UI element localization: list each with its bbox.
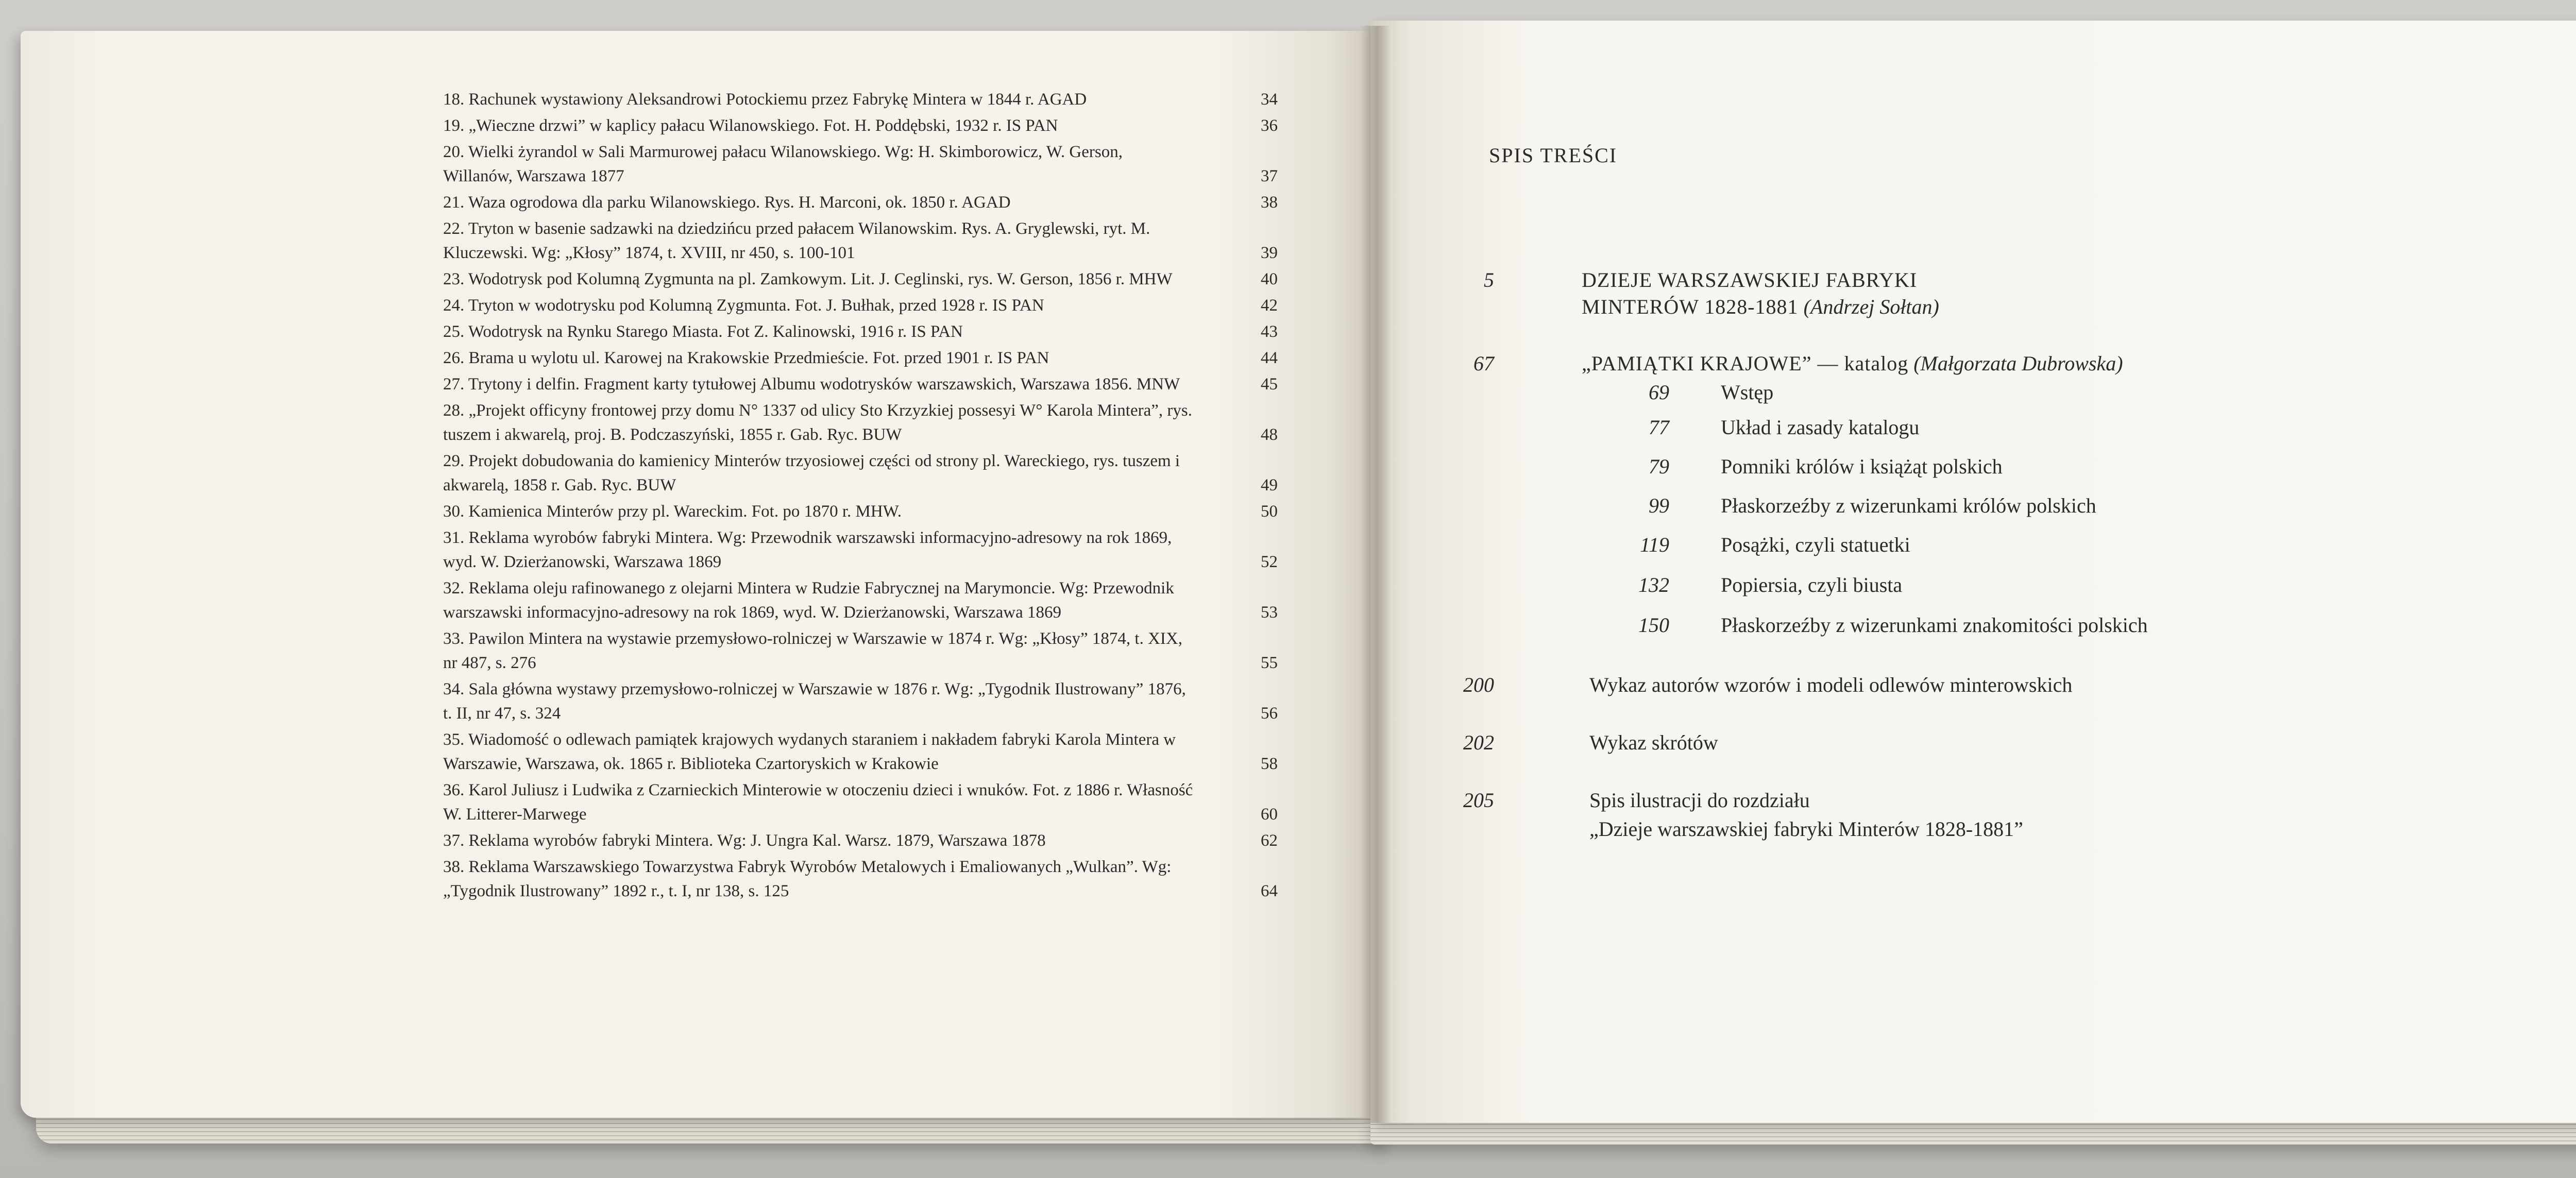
toc-title: Wykaz autorów wzorów i modeli odlewów minterowskich: [1589, 673, 2073, 696]
right-page: [1370, 21, 2576, 1123]
toc-page-number: 150: [1638, 613, 1669, 637]
illustration-entry: [443, 372, 1278, 397]
illustration-caption: 20. Wielki żyrandol w Sali Marmurowej pałacu Wilanowskiego. Wg: H. Skimborowicz, W. Gerson, Willanów, Warszawa 1877: [443, 143, 1123, 185]
illustration-entry: [443, 88, 1278, 112]
illustration-entry: [443, 399, 1278, 447]
illustration-page-number: 52: [1261, 553, 1278, 571]
toc-title-line1: DZIEJE WARSZAWSKIEJ FABRYKI: [1582, 268, 1918, 292]
illustration-entry: [443, 294, 1278, 318]
toc-title: Wstęp: [1721, 381, 1774, 404]
illustration-caption: 30. Kamienica Minterów przy pl. Wareckim. Fot. po 1870 r. MHW.: [443, 502, 902, 521]
toc-title: „PAMIĄTKI KRAJOWE” — katalog: [1582, 352, 1909, 375]
toc-page-number: 99: [1649, 494, 1669, 517]
toc-title: Układ i zasady katalogu: [1721, 416, 1920, 439]
toc-page-number: 202: [1463, 731, 1494, 754]
illustration-caption: 37. Reklama wyrobów fabryki Mintera. Wg: J. Ungra Kal. Warsz. 1879, Warszawa 1878: [443, 831, 1046, 850]
illustration-entry: [443, 627, 1278, 675]
illustration-page-number: 58: [1261, 755, 1278, 773]
illustration-entry: [443, 728, 1278, 776]
illustration-caption: 22. Tryton w basenie sadzawki na dziedzińcu przed pałacem Wilanowskim. Rys. A. Gryglewski, ryt. M. Kluczewski. Wg: „Kłosy” 1874, t. XVIII, nr 450, s. 100-101: [443, 219, 1150, 262]
illustration-page-number: 62: [1261, 831, 1278, 850]
illustration-page-number: 50: [1261, 502, 1278, 521]
illustration-caption: 28. „Projekt officyny frontowej przy domu N° 1337 od ulicy Sto Krzyzkiej possesyi W° Karola Mintera”, rys. tuszem i akwarelą, proj. B. Podczaszyński, 1855 r. Gab. Ryc. BUW: [443, 401, 1192, 444]
toc-page-number: 205: [1463, 789, 1494, 812]
toc-page-number: 5: [1484, 268, 1494, 292]
illustration-caption: 23. Wodotrysk pod Kolumną Zygmunta na pl. Zamkowym. Lit. J. Ceglinski, rys. W. Gerson, 1856 r. MHW: [443, 270, 1173, 288]
illustration-caption: 26. Brama u wylotu ul. Karowej na Krakowskie Przedmieście. Fot. przed 1901 r. IS PAN: [443, 349, 1049, 367]
illustration-caption: 32. Reklama oleju rafinowanego z olejarni Mintera w Rudzie Fabrycznej na Marymoncie. Wg: Przewodnik warszawski informacyjno-adresowy na rok 1869, wyd. W. Dzierżanowski, Warszawa 1869: [443, 579, 1174, 622]
toc-title-line1: Spis ilustracji do rozdziału: [1589, 789, 1810, 812]
illustration-caption: 33. Pawilon Mintera na wystawie przemysłowo-rolniczej w Warszawie w 1874 r. Wg: „Kłosy” 1874, t. XIX, nr 487, s. 276: [443, 629, 1182, 672]
illustration-entry: [443, 829, 1278, 853]
illustration-entry: [443, 449, 1278, 498]
illustration-caption: 24. Tryton w wodotrysku pod Kolumną Zygmunta. Fot. J. Bułhak, przed 1928 r. IS PAN: [443, 296, 1044, 315]
illustration-caption: 19. „Wieczne drzwi” w kaplicy pałacu Wilanowskiego. Fot. H. Poddębski, 1932 r. IS PAN: [443, 116, 1058, 135]
illustration-entry: [443, 346, 1278, 370]
illustration-entry: [443, 217, 1278, 265]
illustration-entry: [443, 576, 1278, 625]
book-gutter: [1360, 26, 1391, 1123]
illustration-page-number: 45: [1261, 375, 1278, 394]
illustration-entry: [443, 114, 1278, 138]
toc-page-number: 200: [1463, 673, 1494, 696]
illustration-page-number: 53: [1261, 603, 1278, 622]
illustration-page-number: 55: [1261, 654, 1278, 672]
illustration-list: [443, 88, 1278, 906]
illustration-entry: [443, 855, 1278, 903]
toc-title-line2: „Dzieje warszawskiej fabryki Minterów 1828-1881”: [1589, 817, 2023, 841]
toc-page-number: 132: [1638, 573, 1669, 596]
toc-title: Wykaz skrótów: [1589, 731, 1718, 754]
illustration-caption: 18. Rachunek wystawiony Aleksandrowi Potockiemu przez Fabrykę Mintera w 1844 r. AGAD: [443, 90, 1087, 109]
toc-title: Popiersia, czyli biusta: [1721, 573, 1903, 596]
illustration-entry: [443, 677, 1278, 726]
toc-title-line2: MINTERÓW 1828-1881: [1582, 295, 1799, 318]
illustration-entry: [443, 320, 1278, 344]
toc-author: (Andrzej Sołtan): [1803, 295, 1939, 318]
illustration-caption: 25. Wodotrysk na Rynku Starego Miasta. Fot Z. Kalinowski, 1916 r. IS PAN: [443, 322, 963, 341]
illustration-entry: [443, 191, 1278, 215]
illustration-caption: 35. Wiadomość o odlewach pamiątek krajowych wydanych staraniem i nakładem fabryki Karola Mintera w Warszawie, Warszawa, ok. 1865 r. Biblioteka Czartoryskich w Krakowie: [443, 730, 1176, 773]
illustration-caption: 38. Reklama Warszawskiego Towarzystwa Fabryk Wyrobów Metalowych i Emaliowanych „Wulkan”. Wg: „Tygodnik Ilustrowany” 1892 r., t. I, nr 138, s. 125: [443, 858, 1172, 900]
illustration-entry: [443, 500, 1278, 524]
illustration-caption: 21. Waza ogrodowa dla parku Wilanowskiego. Rys. H. Marconi, ok. 1850 r. AGAD: [443, 193, 1011, 212]
illustration-caption: 27. Trytony i delfin. Fragment karty tytułowej Albumu wodotrysków warszawskich, Warszawa 1856. MNW: [443, 375, 1180, 394]
toc-title: Pomniki królów i książąt polskich: [1721, 455, 2003, 478]
illustration-page-number: 49: [1261, 476, 1278, 494]
toc-page-number: 67: [1473, 352, 1494, 375]
toc-page-number: 119: [1639, 533, 1669, 556]
illustration-caption: 34. Sala główna wystawy przemysłowo-rolniczej w Warszawie w 1876 r. Wg: „Tygodnik Ilustrowany” 1876, t. II, nr 47, s. 324: [443, 680, 1186, 723]
illustration-page-number: 44: [1261, 349, 1278, 367]
contents-heading: SPIS TREŚCI: [1489, 144, 1618, 167]
illustration-page-number: 43: [1261, 322, 1278, 341]
illustration-page-number: 56: [1261, 704, 1278, 723]
toc-title: Płaskorzeźby z wizerunkami znakomitości polskich: [1721, 613, 2148, 637]
toc-page-number: 69: [1649, 381, 1669, 404]
illustration-entry: [443, 526, 1278, 574]
illustration-page-number: 40: [1261, 270, 1278, 288]
illustration-entry: [443, 140, 1278, 189]
toc-page-number: 77: [1649, 416, 1669, 439]
toc-page-number: 79: [1649, 455, 1669, 478]
illustration-page-number: 39: [1261, 244, 1278, 262]
illustration-entry: [443, 778, 1278, 827]
illustration-page-number: 36: [1261, 116, 1278, 135]
illustration-page-number: 60: [1261, 805, 1278, 824]
illustration-page-number: 42: [1261, 296, 1278, 315]
illustration-caption: 31. Reklama wyrobów fabryki Mintera. Wg: Przewodnik warszawski informacyjno-adresowy na rok 1869, wyd. W. Dzierżanowski, Warszawa 1869: [443, 528, 1172, 571]
illustration-caption: 36. Karol Juliusz i Ludwika z Czarnieckich Minterowie w otoczeniu dzieci i wnuków. Fot. z 1886 r. Własność W. Litterer-Marwege: [443, 781, 1193, 824]
illustration-page-number: 64: [1261, 882, 1278, 900]
illustration-page-number: 48: [1261, 425, 1278, 444]
illustration-page-number: 34: [1261, 90, 1278, 109]
illustration-entry: [443, 267, 1278, 292]
toc-title: Płaskorzeźby z wizerunkami królów polskich: [1721, 494, 2096, 517]
toc-author: (Małgorzata Dubrowska): [1913, 352, 2123, 375]
illustration-page-number: 38: [1261, 193, 1278, 212]
illustration-caption: 29. Projekt dobudowania do kamienicy Minterów trzyosiowej części od strony pl. Wareckiego, rys. tuszem i akwarelą, 1858 r. Gab. Ryc. BUW: [443, 452, 1180, 494]
illustration-page-number: 37: [1261, 167, 1278, 185]
toc-title: Posążki, czyli statuetki: [1721, 533, 1910, 556]
